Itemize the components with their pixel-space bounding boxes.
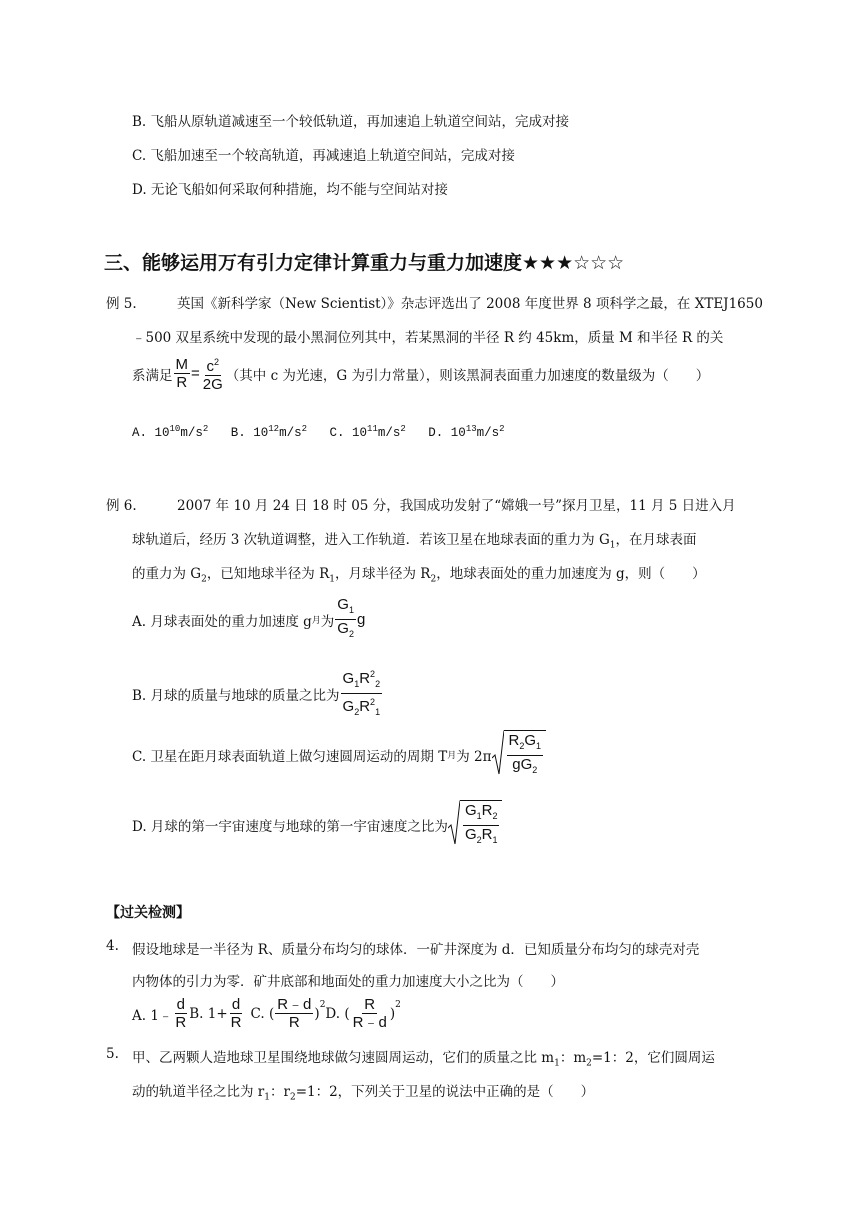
frac-num: R﹣d: [277, 996, 312, 1013]
c-squared-fraction: [201, 354, 225, 393]
exponent: 2: [400, 424, 406, 434]
sqrt-velocity-expression: [448, 800, 503, 849]
symbol: R: [481, 802, 493, 819]
ex6-option-d: [132, 800, 502, 849]
unit: m/s: [476, 426, 500, 441]
frac-den: [510, 756, 539, 779]
q4-option-c: C. (: [250, 1005, 275, 1022]
unit: m/s: [180, 426, 203, 441]
subscript: 2: [586, 1058, 592, 1069]
subscript: 1: [609, 540, 616, 551]
example-5-line3: [132, 354, 709, 393]
example-6-line3: [132, 562, 706, 585]
option-text: C. 10: [329, 426, 368, 441]
subscript: 1: [375, 707, 381, 717]
symbol: gG: [512, 756, 533, 773]
q5-line1: [132, 1046, 715, 1069]
ex5-option-c: [330, 426, 406, 440]
frac-num: [463, 802, 500, 826]
exponent: 10: [169, 424, 181, 434]
subscript: 2: [492, 811, 498, 821]
example-5-line3-post: （其中 c 为光速，G 为引力常量），则该黑洞表面重力加速度的数量级为（ ）: [225, 367, 710, 384]
subscript: 月: [311, 616, 321, 626]
example-6-label: 例 6.: [106, 498, 137, 514]
exponent: 2: [370, 697, 376, 707]
option-c: C. 飞船加速至一个较高轨道，再减速追上轨道空间站，完成对接: [132, 148, 515, 164]
unit: m/s: [279, 426, 302, 441]
subscript: 2: [430, 574, 437, 585]
example-5-line3-pre: 系满足: [132, 367, 173, 384]
q4-option-a: A. 1﹣: [132, 1007, 173, 1024]
radical-sign-icon: [448, 800, 460, 846]
mass-radius-fraction: [174, 356, 191, 391]
text: C. 卫星在距月球表面轨道上做匀速圆周运动的周期 T: [132, 748, 448, 765]
symbol: R: [508, 732, 520, 749]
text: 球轨道后，经历 3 次轨道调整，进入工作轨道．若该卫星在地球表面的重力为 G: [132, 532, 610, 548]
example-5-options: [132, 424, 505, 440]
frac-num: M: [175, 356, 188, 373]
frac-num: d: [176, 996, 186, 1013]
exponent: 12: [268, 424, 280, 434]
subscript: 2: [348, 629, 354, 639]
q4-option-d: D. (: [325, 1005, 350, 1022]
subscript: 月: [447, 751, 457, 761]
symbol: R: [481, 826, 493, 843]
symbol: G: [342, 670, 355, 687]
symbol: G: [464, 826, 477, 843]
exponent: 2: [370, 669, 376, 679]
velocity-fraction: [463, 802, 500, 849]
text: ：r: [269, 1084, 290, 1100]
difficulty-stars: ★★★☆☆☆: [522, 252, 625, 274]
frac-den: [335, 620, 356, 643]
equals-sign: =: [191, 365, 200, 382]
frac-num: [335, 596, 356, 620]
d-over-r-fraction: [173, 996, 188, 1031]
ex6-option-a: [132, 596, 365, 643]
text: =1：2，下列关于卫星的说法中正确的是（ ）: [295, 1084, 595, 1100]
exponent: 2: [395, 1000, 401, 1010]
option-text: D. 10: [428, 426, 466, 441]
paren: ): [314, 1005, 320, 1022]
period-fraction: [507, 732, 544, 779]
text: =1：2，它们圆周运: [591, 1050, 715, 1066]
radical-sign-icon: [492, 730, 504, 776]
example-5-label: 例 5.: [106, 296, 137, 312]
subscript: 1: [492, 835, 498, 845]
subscript: 2: [375, 679, 381, 689]
r-minus-d-fraction: [275, 996, 313, 1031]
exponent: 2: [319, 1000, 326, 1010]
frac-num: R: [364, 996, 376, 1013]
sqrt-period-expression: [492, 730, 547, 779]
option-d: D. 无论飞船如何采取何种措施，均不能与空间站对接: [132, 182, 448, 198]
text: ，在月球表面: [615, 532, 697, 548]
text: D. 月球的第一宇宙速度与地球的第一宇宙速度之比为: [132, 818, 448, 835]
radicand: [504, 730, 547, 779]
unit: m/s: [377, 426, 401, 441]
q4-line2: 内物体的引力为零．矿井底部和地面处的重力加速度大小之比为（ ）: [132, 974, 564, 990]
symbol: G: [337, 620, 349, 637]
example-6-line2: [132, 528, 696, 551]
check-section-title: 【过关检测】: [106, 905, 190, 921]
section-heading: [104, 248, 624, 275]
symbol: R: [359, 698, 371, 715]
ex5-option-b: [231, 426, 307, 440]
frac-num: d: [231, 996, 241, 1013]
ex5-option-a: [132, 426, 208, 440]
symbol: G: [342, 698, 355, 715]
option-b: B. 飞船从原轨道减速至一个较低轨道，再加速追上轨道空间站，完成对接: [132, 114, 570, 130]
frac-den: [341, 694, 383, 721]
frac-den: R: [288, 1014, 300, 1031]
exponent: 2: [202, 424, 209, 434]
exponent: 2: [214, 357, 220, 367]
q4-line1: 假设地球是一半径为 R、质量分布均匀的球体．一矿井深度为 d．已知质量分布均匀的球壳对壳: [132, 942, 700, 958]
q5-line2: [132, 1080, 594, 1103]
d-over-r-fraction: [229, 996, 244, 1031]
text: ：m: [559, 1050, 587, 1066]
subscript: 1: [354, 679, 360, 689]
symbol: G: [524, 732, 537, 749]
subscript: 2: [289, 1092, 296, 1103]
section-title: 三、能够运用万有引力定律计算重力与重力加速度: [104, 252, 523, 274]
example-5-line2: ﹣500 双星系统中发现的最小黑洞位列其中，若某黑洞的半径 R 约 45km，质量 M 和半径 R 的关: [132, 330, 724, 346]
exponent: 11: [367, 424, 378, 434]
text: 为 2π: [456, 748, 492, 765]
q4-options: [132, 996, 401, 1031]
exponent: 2: [301, 424, 308, 434]
subscript: 1: [476, 811, 482, 821]
radicand: [460, 800, 503, 849]
frac-den: R: [176, 374, 188, 391]
r-over-r-minus-d-fraction: [351, 996, 389, 1031]
subscript: 1: [329, 574, 336, 585]
text: ，已知地球半径为 R: [206, 566, 330, 582]
text: A. 月球表面处的重力加速度 g: [132, 613, 312, 630]
g-symbol: g: [356, 611, 366, 628]
subscript: 2: [532, 765, 538, 775]
symbol: R: [359, 670, 371, 687]
subscript: 2: [476, 835, 482, 845]
frac-den: 2G: [202, 376, 223, 393]
ex6-option-c: [132, 730, 546, 779]
frac-num: [341, 666, 383, 694]
gravity-ratio-fraction: [335, 596, 356, 643]
q4-number: 4.: [106, 938, 119, 954]
q4-option-b: B. 1+: [189, 1005, 228, 1022]
subscript: 1: [348, 605, 354, 615]
subscript: 2: [201, 574, 207, 585]
frac-den: [463, 826, 500, 849]
option-text: A. 10: [132, 426, 170, 441]
text: 为: [320, 613, 335, 630]
frac-den: R: [230, 1014, 242, 1031]
frac-num: [205, 354, 222, 376]
exponent: 2: [499, 424, 505, 434]
text: B. 月球的质量与地球的质量之比为: [132, 687, 340, 704]
paren: ): [389, 1005, 396, 1022]
c-symbol: c: [206, 358, 215, 375]
text: ，月球半径为 R: [335, 566, 431, 582]
example-5-line1: 英国《新科学家（New Scientist）》杂志评选出了 2008 年度世界 8 项科学之最，在 XTEJ1650: [177, 296, 763, 312]
exponent: 13: [465, 424, 477, 434]
symbol: G: [464, 802, 477, 819]
text: ，地球表面处的重力加速度为 g，则（ ）: [436, 566, 706, 582]
mass-ratio-fraction: [341, 666, 383, 721]
example-6-line1: 2007 年 10 月 24 日 18 时 05 分，我国成功发射了“嫦娥一号”探月卫星，11 月 5 日进入月: [177, 498, 736, 514]
frac-num: [507, 732, 544, 756]
text: 甲、乙两颗人造地球卫星围绕地球做匀速圆周运动，它们的质量之比 m: [132, 1050, 555, 1066]
subscript: 2: [519, 741, 525, 751]
frac-den: R﹣d: [352, 1014, 387, 1031]
frac-den: R: [175, 1014, 187, 1031]
subscript: 1: [264, 1092, 270, 1103]
text: 的重力为 G: [132, 566, 202, 582]
subscript: 2: [354, 707, 360, 717]
symbol: G: [337, 596, 349, 613]
option-text: B. 10: [230, 426, 269, 441]
text: 动的轨道半径之比为 r: [132, 1084, 265, 1100]
subscript: 1: [554, 1058, 560, 1069]
ex5-option-d: [428, 426, 504, 440]
ex6-option-b: [132, 666, 383, 721]
q5-number: 5.: [106, 1046, 119, 1062]
subscript: 1: [536, 741, 542, 751]
